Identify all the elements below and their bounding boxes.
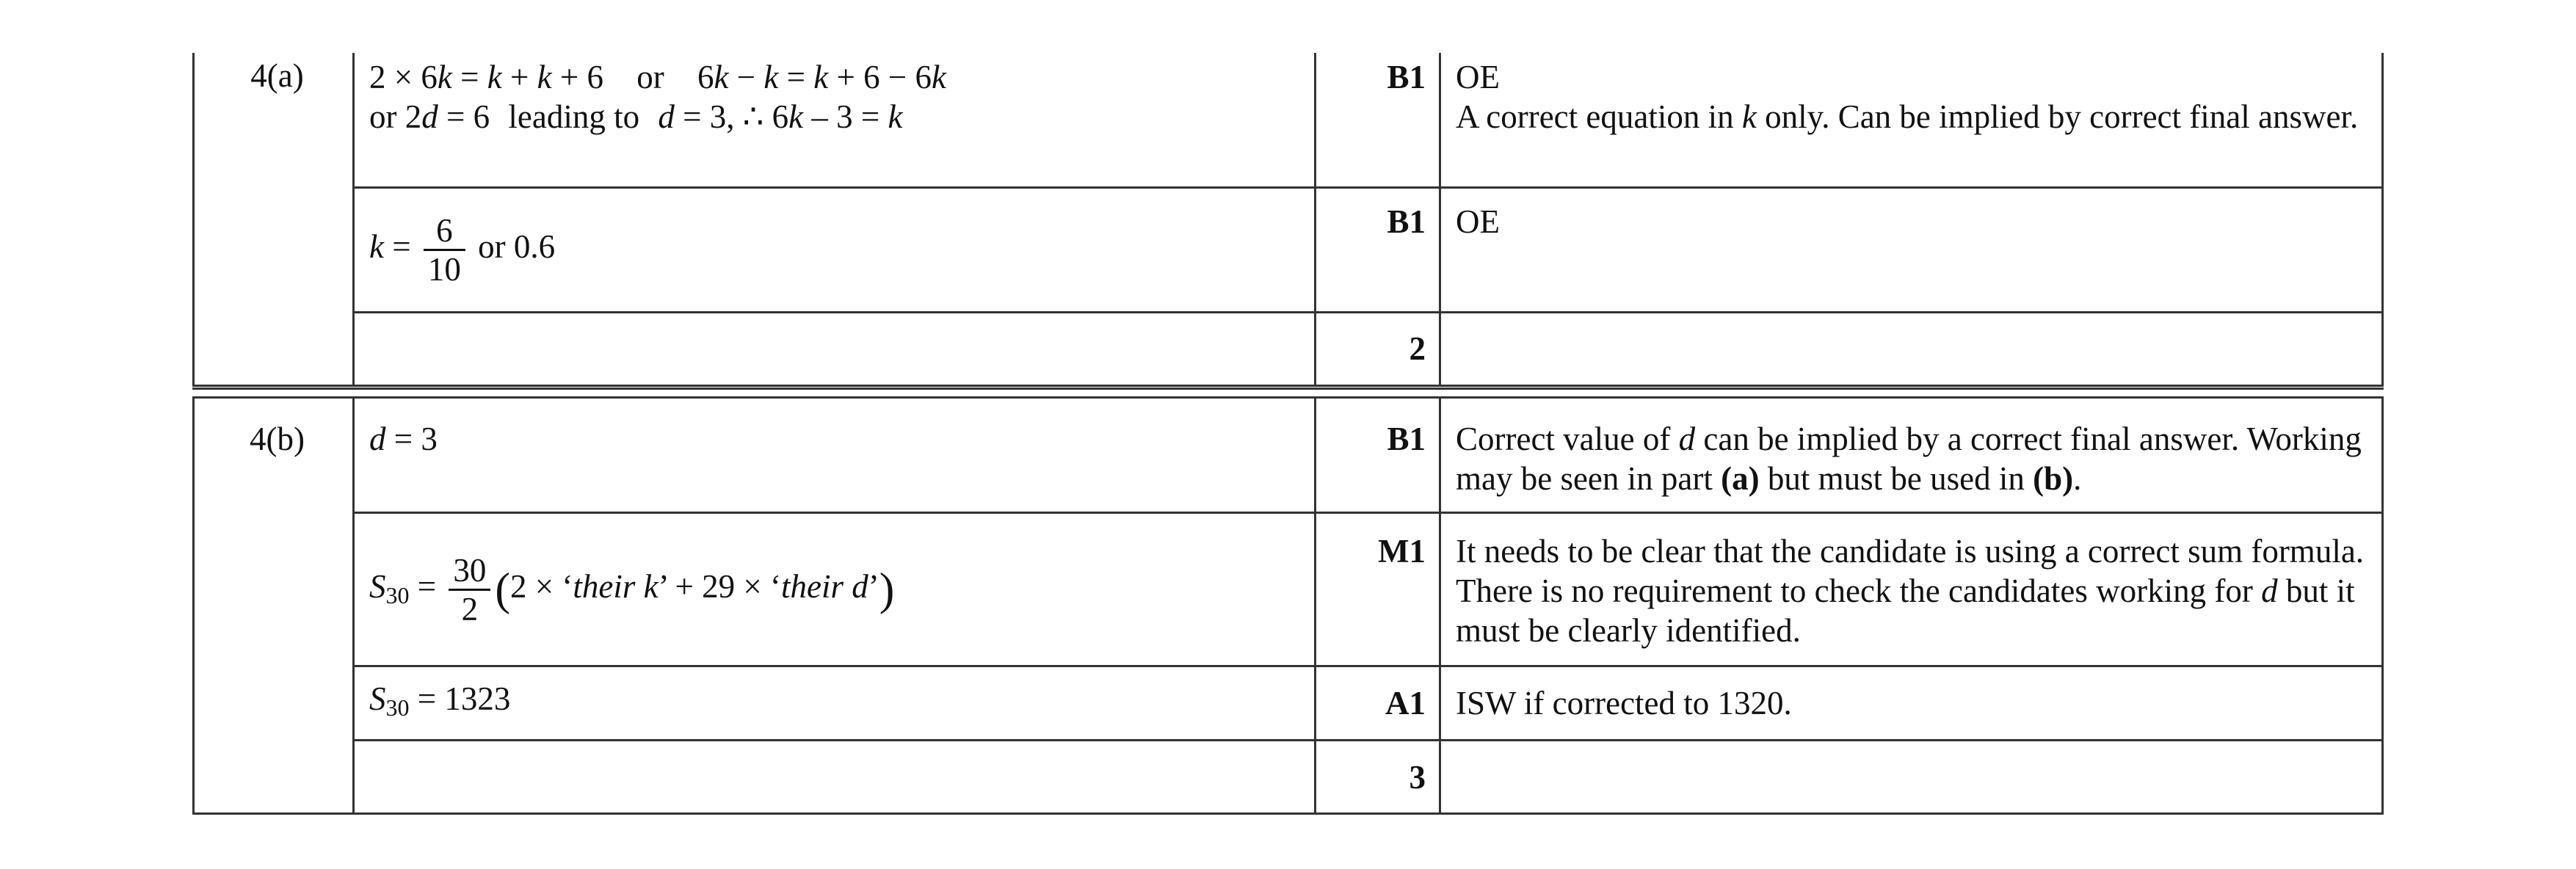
table-row xyxy=(194,741,2383,814)
guidance-cell xyxy=(1440,513,2383,666)
question-number: 4(b) xyxy=(250,421,305,457)
math-text: or 2 xyxy=(369,98,422,135)
part-reference: (b) xyxy=(2033,460,2074,497)
mark-total-cell xyxy=(1316,741,1440,814)
leading-text: leading to xyxy=(508,98,640,135)
answer-cell xyxy=(354,513,1316,666)
math-text: − xyxy=(728,59,764,95)
math-text: or 0.6 xyxy=(478,228,556,265)
math-var: S xyxy=(369,680,386,717)
math-var: k xyxy=(487,59,502,95)
mark-code: M1 xyxy=(1378,533,1426,570)
guidance-cell xyxy=(1440,312,2383,385)
guidance-segment: but it must be clearly identified. xyxy=(1456,572,2355,649)
math-var: S xyxy=(369,567,386,605)
math-text: 2 × 6 xyxy=(369,59,438,95)
math-text: = 6 xyxy=(438,98,490,135)
paren: ( xyxy=(495,564,511,614)
guidance-segment: but must be used in xyxy=(1759,460,2033,497)
math-text: 2 × ‘ xyxy=(510,567,573,605)
math-text: – 3 = xyxy=(803,98,888,135)
table-row xyxy=(194,666,2383,741)
or-text: or xyxy=(636,59,664,95)
math-text: 6 xyxy=(697,59,714,95)
math-var: k xyxy=(714,59,729,95)
answer-cell xyxy=(354,53,1316,187)
guidance-cell xyxy=(1440,666,2383,741)
mark-cell xyxy=(1316,513,1440,666)
math-var: d xyxy=(369,421,386,457)
mark-code: B1 xyxy=(1387,59,1426,95)
guidance-segment: Correct value of xyxy=(1456,421,1679,457)
answer-cell xyxy=(354,666,1316,741)
math-var: their d xyxy=(781,567,868,605)
fraction-numerator: 6 xyxy=(424,212,465,251)
guidance-text: OE xyxy=(1456,59,1500,95)
fraction-denominator: 2 xyxy=(461,590,479,628)
math-text: = xyxy=(451,59,487,95)
answer-line xyxy=(369,97,1299,137)
mark-code: B1 xyxy=(1387,421,1426,457)
math-text: + xyxy=(501,59,537,95)
mark-code: B1 xyxy=(1387,203,1426,240)
math-var: k xyxy=(1741,98,1757,135)
table-row xyxy=(194,398,2383,513)
math-text: = xyxy=(383,228,419,265)
mark-total-cell xyxy=(1316,312,1440,385)
mark-scheme-table-4b xyxy=(192,396,2384,815)
mark-cell xyxy=(1316,187,1440,312)
math-var: d xyxy=(421,98,438,135)
question-number: 4(a) xyxy=(250,57,304,94)
fraction xyxy=(449,552,490,628)
math-text: + 6 xyxy=(551,59,604,95)
guidance-segment: . xyxy=(2073,460,2082,497)
math-var: k xyxy=(932,59,946,95)
math-text: + 6 − 6 xyxy=(828,59,932,95)
table-row xyxy=(194,187,2383,312)
math-text: = xyxy=(409,567,445,605)
fraction-numerator: 30 xyxy=(449,552,490,591)
math-text: = 3, ∴ 6 xyxy=(674,98,789,135)
guidance-segment: It needs to be clear that the candidate is using a correct sum formula. There is no requirement to check the candidates working for xyxy=(1456,533,2365,609)
table-row xyxy=(194,312,2383,385)
guidance-text: OE xyxy=(1456,203,1500,240)
mark-code: A1 xyxy=(1385,685,1426,721)
mark-total: 3 xyxy=(1409,758,1426,796)
guidance-cell xyxy=(1440,53,2383,187)
question-cell xyxy=(194,398,354,814)
guidance-segment: can be implied by a correct final answer. Working may be seen in part xyxy=(1456,421,2362,497)
math-var: k xyxy=(763,59,779,95)
part-reference: (a) xyxy=(1721,460,1760,497)
math-var: d xyxy=(658,98,675,135)
fraction xyxy=(424,212,465,288)
fraction-denominator: 10 xyxy=(427,250,461,288)
mark-cell xyxy=(1316,666,1440,741)
math-text: ’ xyxy=(868,567,879,605)
math-var: k xyxy=(788,98,804,135)
math-var: k xyxy=(888,98,903,135)
math-var: k xyxy=(813,59,829,95)
guidance-segment: only. Can be implied by correct final answer. xyxy=(1756,98,2359,135)
math-text: = xyxy=(778,59,814,95)
answer-cell xyxy=(354,741,1316,814)
mark-cell xyxy=(1316,53,1440,187)
table-row xyxy=(194,53,2383,187)
math-var: their k xyxy=(573,567,658,605)
guidance-text: ISW if corrected to 1320. xyxy=(1456,685,1792,721)
answer-cell xyxy=(354,187,1316,312)
math-var: d xyxy=(1678,421,1696,457)
math-var: d xyxy=(2261,572,2278,609)
part-divider xyxy=(192,388,2384,390)
math-var: k xyxy=(437,59,452,95)
math-var: k xyxy=(369,228,384,265)
guidance-cell xyxy=(1440,187,2383,312)
mark-scheme-table-4a xyxy=(192,53,2384,387)
mark-total: 2 xyxy=(1409,330,1426,367)
math-subscript: 30 xyxy=(385,694,410,721)
answer-cell xyxy=(354,312,1316,385)
table-row xyxy=(194,513,2383,666)
math-subscript: 30 xyxy=(385,581,410,608)
guidance-cell xyxy=(1440,741,2383,814)
answer-cell xyxy=(354,398,1316,513)
guidance-text xyxy=(1456,97,2368,137)
guidance-cell xyxy=(1440,398,2383,513)
math-text: = 3 xyxy=(385,421,438,457)
answer-line xyxy=(369,57,1299,97)
math-text: = 1323 xyxy=(409,680,511,717)
question-cell xyxy=(194,53,354,385)
mark-cell xyxy=(1316,398,1440,513)
paren: ) xyxy=(879,564,895,614)
guidance-segment: A correct equation in xyxy=(1456,98,1742,135)
math-var: k xyxy=(537,59,552,95)
math-text: ’ + 29 × ‘ xyxy=(658,567,782,605)
